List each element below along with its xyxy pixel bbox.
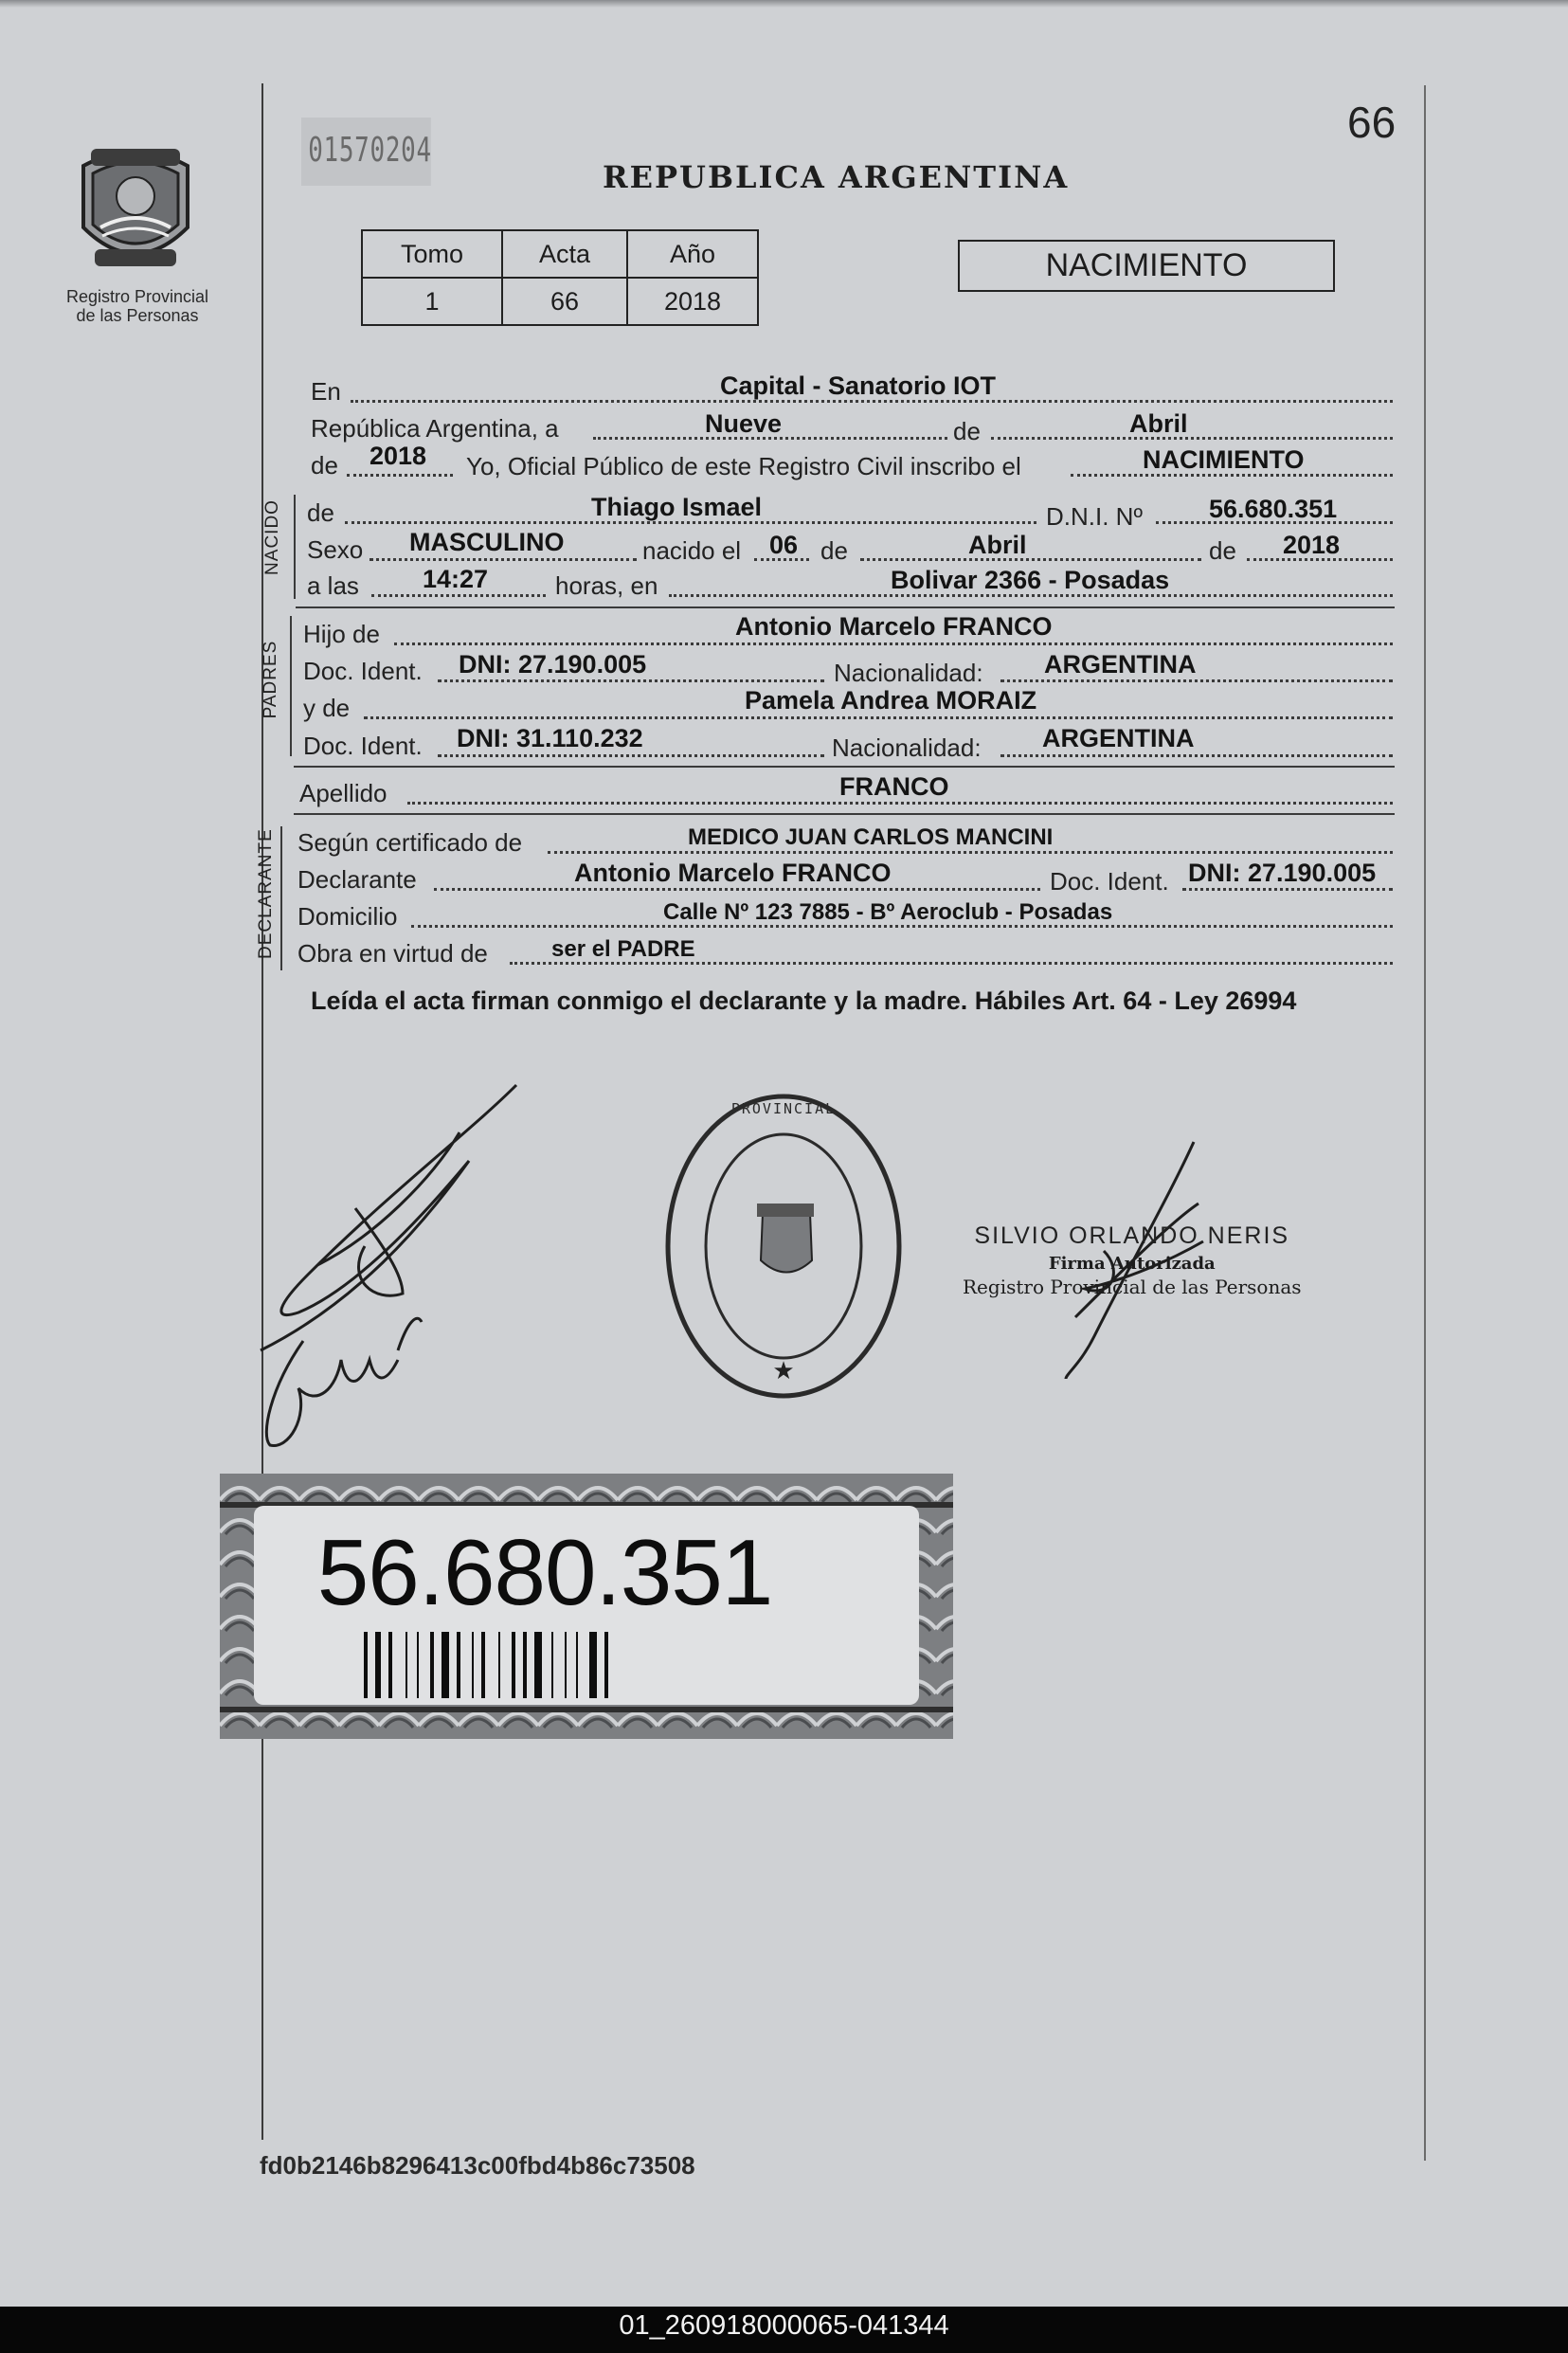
- label-y-de: y de: [303, 694, 351, 722]
- official-role: Firma Autorizada: [1048, 1254, 1216, 1274]
- value-birth-day: 06: [769, 531, 799, 559]
- label-a-las: a las: [307, 571, 359, 600]
- value-birth-month: Abril: [968, 531, 1027, 559]
- label-certificado: Según certificado de: [297, 828, 523, 857]
- header-tomo: Tomo: [362, 230, 502, 278]
- label-nacido: nacido el: [642, 536, 742, 565]
- value-acta: 66: [502, 278, 627, 325]
- value-child-dni: 56.680.351: [1209, 495, 1338, 523]
- label-de: de: [311, 451, 338, 480]
- section-divider: [294, 813, 1395, 815]
- label-doc-ident: Doc. Ident.: [303, 657, 423, 685]
- label-en: En: [311, 377, 341, 406]
- value-ano: 2018: [627, 278, 758, 325]
- section-nacido: NACIDO: [262, 499, 282, 575]
- value-birth-year: 2018: [1283, 531, 1341, 559]
- dotted-line: [1182, 888, 1393, 891]
- dotted-line: [1000, 679, 1393, 682]
- value-father-nationality: ARGENTINA: [1044, 650, 1197, 679]
- official-org: Registro Provincial de las Personas: [963, 1276, 1302, 1298]
- value-mother-nationality: ARGENTINA: [1042, 724, 1195, 752]
- registry-label-line2: de las Personas: [76, 306, 199, 325]
- label-de: de: [1209, 536, 1236, 565]
- value-year: 2018: [369, 442, 427, 470]
- svg-text:PROVINCIAL: PROVINCIAL: [730, 1100, 837, 1117]
- label-nacionalidad: Nacionalidad:: [834, 659, 983, 687]
- barcode-bar: [551, 1632, 553, 1698]
- footer-file-id: 01_260918000065-041344: [619, 2310, 949, 2341]
- barcode-icon: [364, 1632, 795, 1698]
- header-ano: Año: [627, 230, 758, 278]
- document-serial: 01570204: [301, 118, 431, 186]
- label-inscribe: Yo, Oficial Público de este Registro Civil inscribo el: [466, 452, 1021, 480]
- barcode-bar: [534, 1632, 542, 1698]
- header-acta: Acta: [502, 230, 627, 278]
- page-number: 66: [1347, 98, 1397, 147]
- section-bracket: [280, 826, 282, 970]
- value-mother-doc: DNI: 31.110.232: [457, 724, 643, 752]
- label-doc-ident: Doc. Ident.: [303, 732, 423, 760]
- dotted-line: [364, 716, 1393, 719]
- value-month: Abril: [1129, 409, 1188, 438]
- id-number: 56.680.351: [316, 1520, 773, 1624]
- value-birth-time: 14:27: [423, 565, 489, 593]
- label-obra: Obra en virtud de: [297, 939, 488, 968]
- record-type-box: NACIMIENTO: [958, 240, 1335, 292]
- label-de: de: [307, 498, 334, 527]
- dotted-line: [371, 594, 546, 597]
- value-day-word: Nueve: [705, 409, 783, 438]
- label-republica: República Argentina, a: [311, 414, 559, 443]
- value-obra: ser el PADRE: [551, 936, 695, 962]
- value-declarante: Antonio Marcelo FRANCO: [574, 859, 892, 887]
- label-apellido: Apellido: [299, 779, 387, 807]
- section-bracket: [290, 616, 292, 756]
- value-birth-place: Bolivar 2366 - Posadas: [891, 566, 1170, 594]
- barcode-bar: [604, 1632, 608, 1698]
- barcode-bar: [481, 1632, 485, 1698]
- barcode-bar: [430, 1632, 434, 1698]
- label-dni: D.N.I. Nº: [1046, 502, 1143, 531]
- barcode-bar: [417, 1632, 419, 1698]
- label-declarante-doc: Doc. Ident.: [1050, 867, 1169, 896]
- dotted-line: [860, 558, 1201, 561]
- dotted-line: [434, 888, 1040, 891]
- barcode-bar: [498, 1632, 500, 1698]
- barcode-bar: [457, 1632, 460, 1698]
- registry-label-line1: Registro Provincial: [65, 287, 209, 306]
- label-hijo: Hijo de: [303, 620, 380, 648]
- section-bracket: [294, 495, 296, 599]
- value-mother-name: Pamela Andrea MORAIZ: [745, 686, 1037, 715]
- label-domicilio: Domicilio: [297, 902, 398, 931]
- registry-label: [47, 287, 227, 325]
- label-de: de: [820, 536, 848, 565]
- declarant-signature-icon: [242, 1076, 535, 1455]
- barcode-bar: [442, 1632, 449, 1698]
- section-declarante: DECLARANTE: [256, 828, 276, 959]
- label-de: de: [953, 417, 981, 445]
- label-nacionalidad: Nacionalidad:: [832, 733, 982, 762]
- value-father-doc: DNI: 27.190.005: [459, 650, 647, 679]
- country-title: REPUBLICA ARGENTINA: [603, 159, 1070, 195]
- barcode-bar: [512, 1632, 515, 1698]
- dotted-line: [369, 558, 637, 561]
- barcode-bar: [406, 1632, 407, 1698]
- barcode-bar: [364, 1632, 368, 1698]
- value-domicilio: Calle Nº 123 7885 - Bº Aeroclub - Posadas: [663, 899, 1113, 925]
- dotted-line: [438, 754, 824, 757]
- dotted-line: [394, 643, 1393, 645]
- closing-text: Leída el acta firman conmigo el declarante y la madre. Hábiles Art. 64 - Ley 26994: [311, 986, 1297, 1015]
- barcode-bar: [589, 1632, 597, 1698]
- value-place: Capital - Sanatorio IOT: [720, 371, 997, 400]
- section-padres: PADRES: [261, 640, 280, 719]
- value-sexo: MASCULINO: [409, 528, 565, 556]
- official-name: SILVIO ORLANDO NERIS: [974, 1222, 1290, 1249]
- scan-edge: [0, 0, 1568, 8]
- value-father-name: Antonio Marcelo FRANCO: [735, 612, 1053, 641]
- dotted-line: [438, 679, 824, 682]
- label-sexo: Sexo: [307, 535, 364, 564]
- dotted-line: [347, 474, 453, 477]
- right-margin-line: [1424, 85, 1426, 2161]
- value-child-name: Thiago Ismael: [591, 493, 763, 521]
- dotted-line: [1000, 754, 1393, 757]
- label-horas: horas, en: [555, 571, 658, 600]
- barcode-bar: [565, 1632, 567, 1698]
- official-stamp-icon: [658, 1085, 910, 1407]
- value-tomo: 1: [362, 278, 502, 325]
- official-block: [963, 1222, 1302, 1298]
- document-hash: fd0b2146b8296413c00fbd4b86c73508: [260, 2151, 695, 2180]
- label-declarante: Declarante: [297, 865, 417, 894]
- value-certificado: MEDICO JUAN CARLOS MANCINI: [688, 824, 1054, 850]
- dotted-line: [407, 802, 1393, 805]
- dotted-line: [548, 851, 1393, 854]
- barcode-bar: [523, 1632, 527, 1698]
- misiones-crest-icon: [74, 137, 197, 280]
- barcode-bar: [388, 1632, 392, 1698]
- barcode-bar: [576, 1632, 578, 1698]
- section-divider: [294, 766, 1395, 768]
- value-inscribe: NACIMIENTO: [1143, 445, 1305, 474]
- section-divider: [296, 606, 1395, 608]
- value-apellido: FRANCO: [839, 772, 949, 801]
- barcode-bar: [472, 1632, 474, 1698]
- svg-text:★: ★: [772, 1357, 795, 1385]
- barcode-bar: [375, 1632, 381, 1698]
- dotted-line: [991, 437, 1393, 440]
- record-table: [361, 229, 759, 326]
- value-declarante-doc: DNI: 27.190.005: [1188, 859, 1377, 887]
